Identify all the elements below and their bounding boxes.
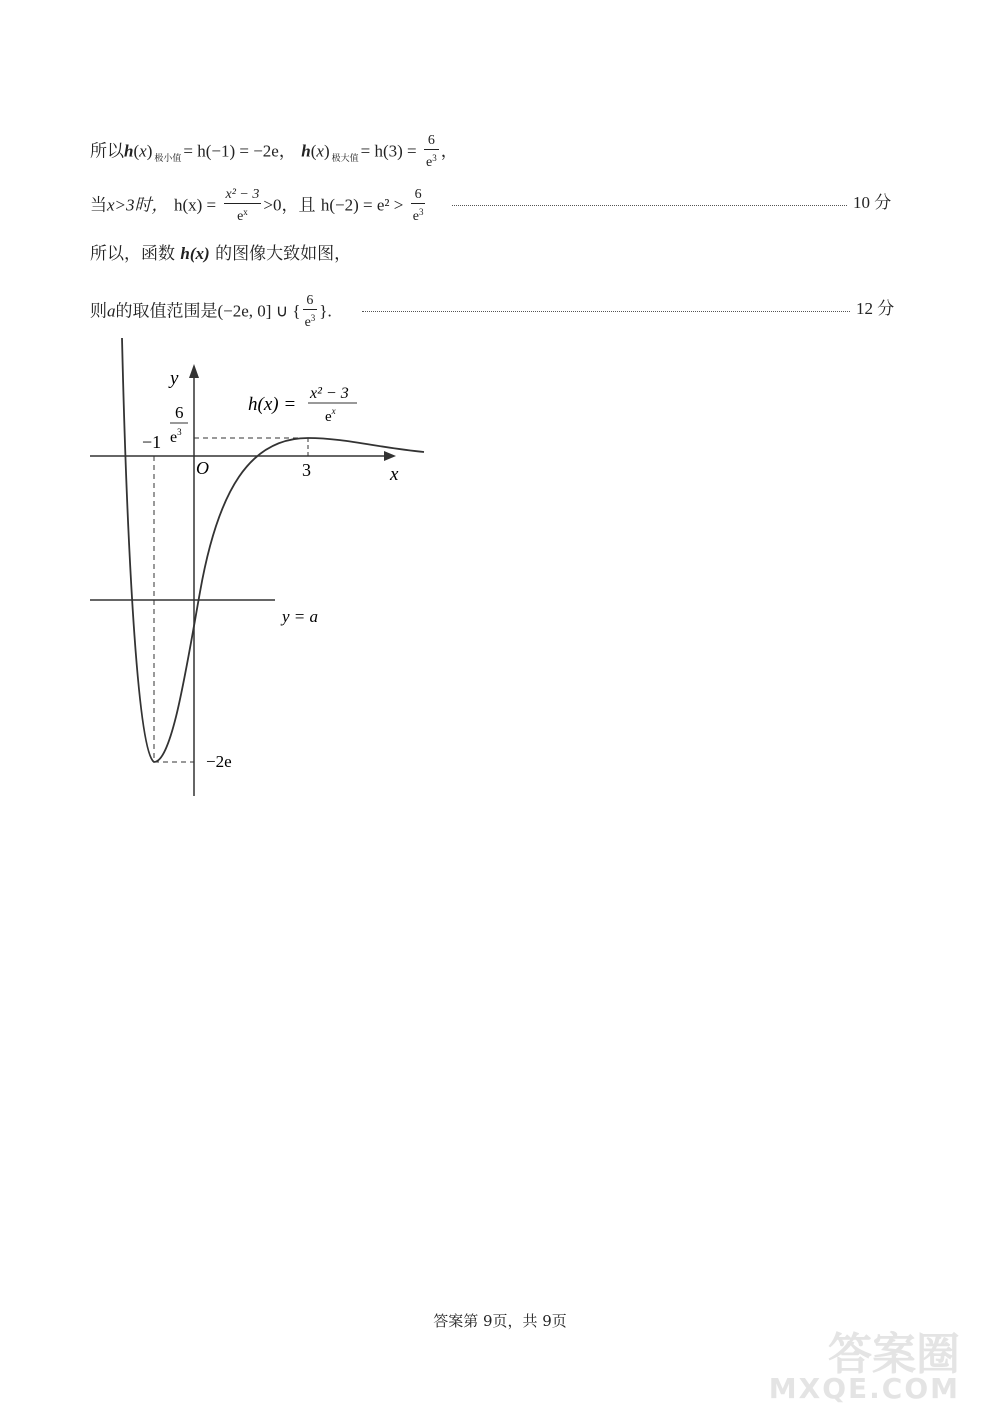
leader-dots [452, 205, 847, 206]
func-label: h(x) = [248, 394, 297, 415]
watermark-url: MXQE.COM [768, 1372, 960, 1405]
origin-label: O [196, 458, 209, 478]
min-expr: = h(−1) = −2e， [183, 141, 296, 161]
x-axis-label: x [390, 464, 399, 485]
min-value-label: −2e [206, 752, 232, 771]
max-value-num: 6 [175, 403, 184, 422]
condition: x>3时， [107, 195, 169, 215]
x-tick-neg1: −1 [142, 432, 162, 452]
func-den: $e^x$ [325, 406, 336, 425]
expr-h-x: h(x) = [173, 195, 217, 215]
fraction-6-over-e3: $\frac{6}{e^3}$ [412, 187, 424, 224]
watermark-logo: 答案圈 [828, 1329, 960, 1380]
interval: (−2e, 0] ∪ { [217, 301, 301, 321]
max-value-den: $e^3$ [170, 427, 182, 446]
line-range: 则a的取值范围是(−2e, 0] ∪ { $\frac{6}{e^3}$ }. [90, 293, 332, 330]
page-footer: 答案第 9页，共 9页 [433, 1312, 567, 1330]
fraction-x2-3-over-ex: $\frac{\text{x² − 3}}{e^x}$ [225, 187, 260, 224]
min-subscript: 极小值 [154, 153, 182, 164]
score-10: 10 分 [853, 193, 892, 212]
fraction-6-over-e3: $\frac{6}{e^3}$ [426, 133, 437, 170]
text-prefix: 所以 [90, 141, 124, 162]
max-expr: = h(3) = [360, 141, 417, 161]
func-num: x² − 3 [310, 385, 349, 402]
y-axis-arrow [189, 364, 199, 378]
line-y-a-label: y = a [282, 607, 319, 626]
line-condition: 当x>3时， h(x) = $\frac{\text{x² − 3}}{e^x}$ >0，且 h(−2) = e² > $\frac{6}{e^3}$ [90, 187, 424, 224]
func-hx: h(x) [180, 244, 210, 263]
line-graph-intro: 所以，函数 h(x) 的图像大致如图， [90, 244, 352, 264]
function-graph [80, 330, 440, 810]
fraction-6-over-e3: $\frac{6}{e^3}$ [304, 293, 316, 330]
x-tick-3: 3 [302, 460, 311, 480]
line-extrema: 所以h(x) $_{极小值}$ = h(−1) = −2e， h(x) $_{极大值}$ = h(3) = $\frac{6}{e^3}$ ， [90, 133, 458, 170]
leader-dots [362, 311, 850, 312]
y-axis-label: y [170, 368, 179, 389]
x-axis-arrow [384, 451, 396, 461]
param-a: a [107, 301, 116, 321]
max-subscript: 极大值 [331, 153, 359, 164]
expr-h-neg2: h(−2) = e² > [320, 195, 404, 215]
score-12: 12 分 [856, 299, 895, 318]
